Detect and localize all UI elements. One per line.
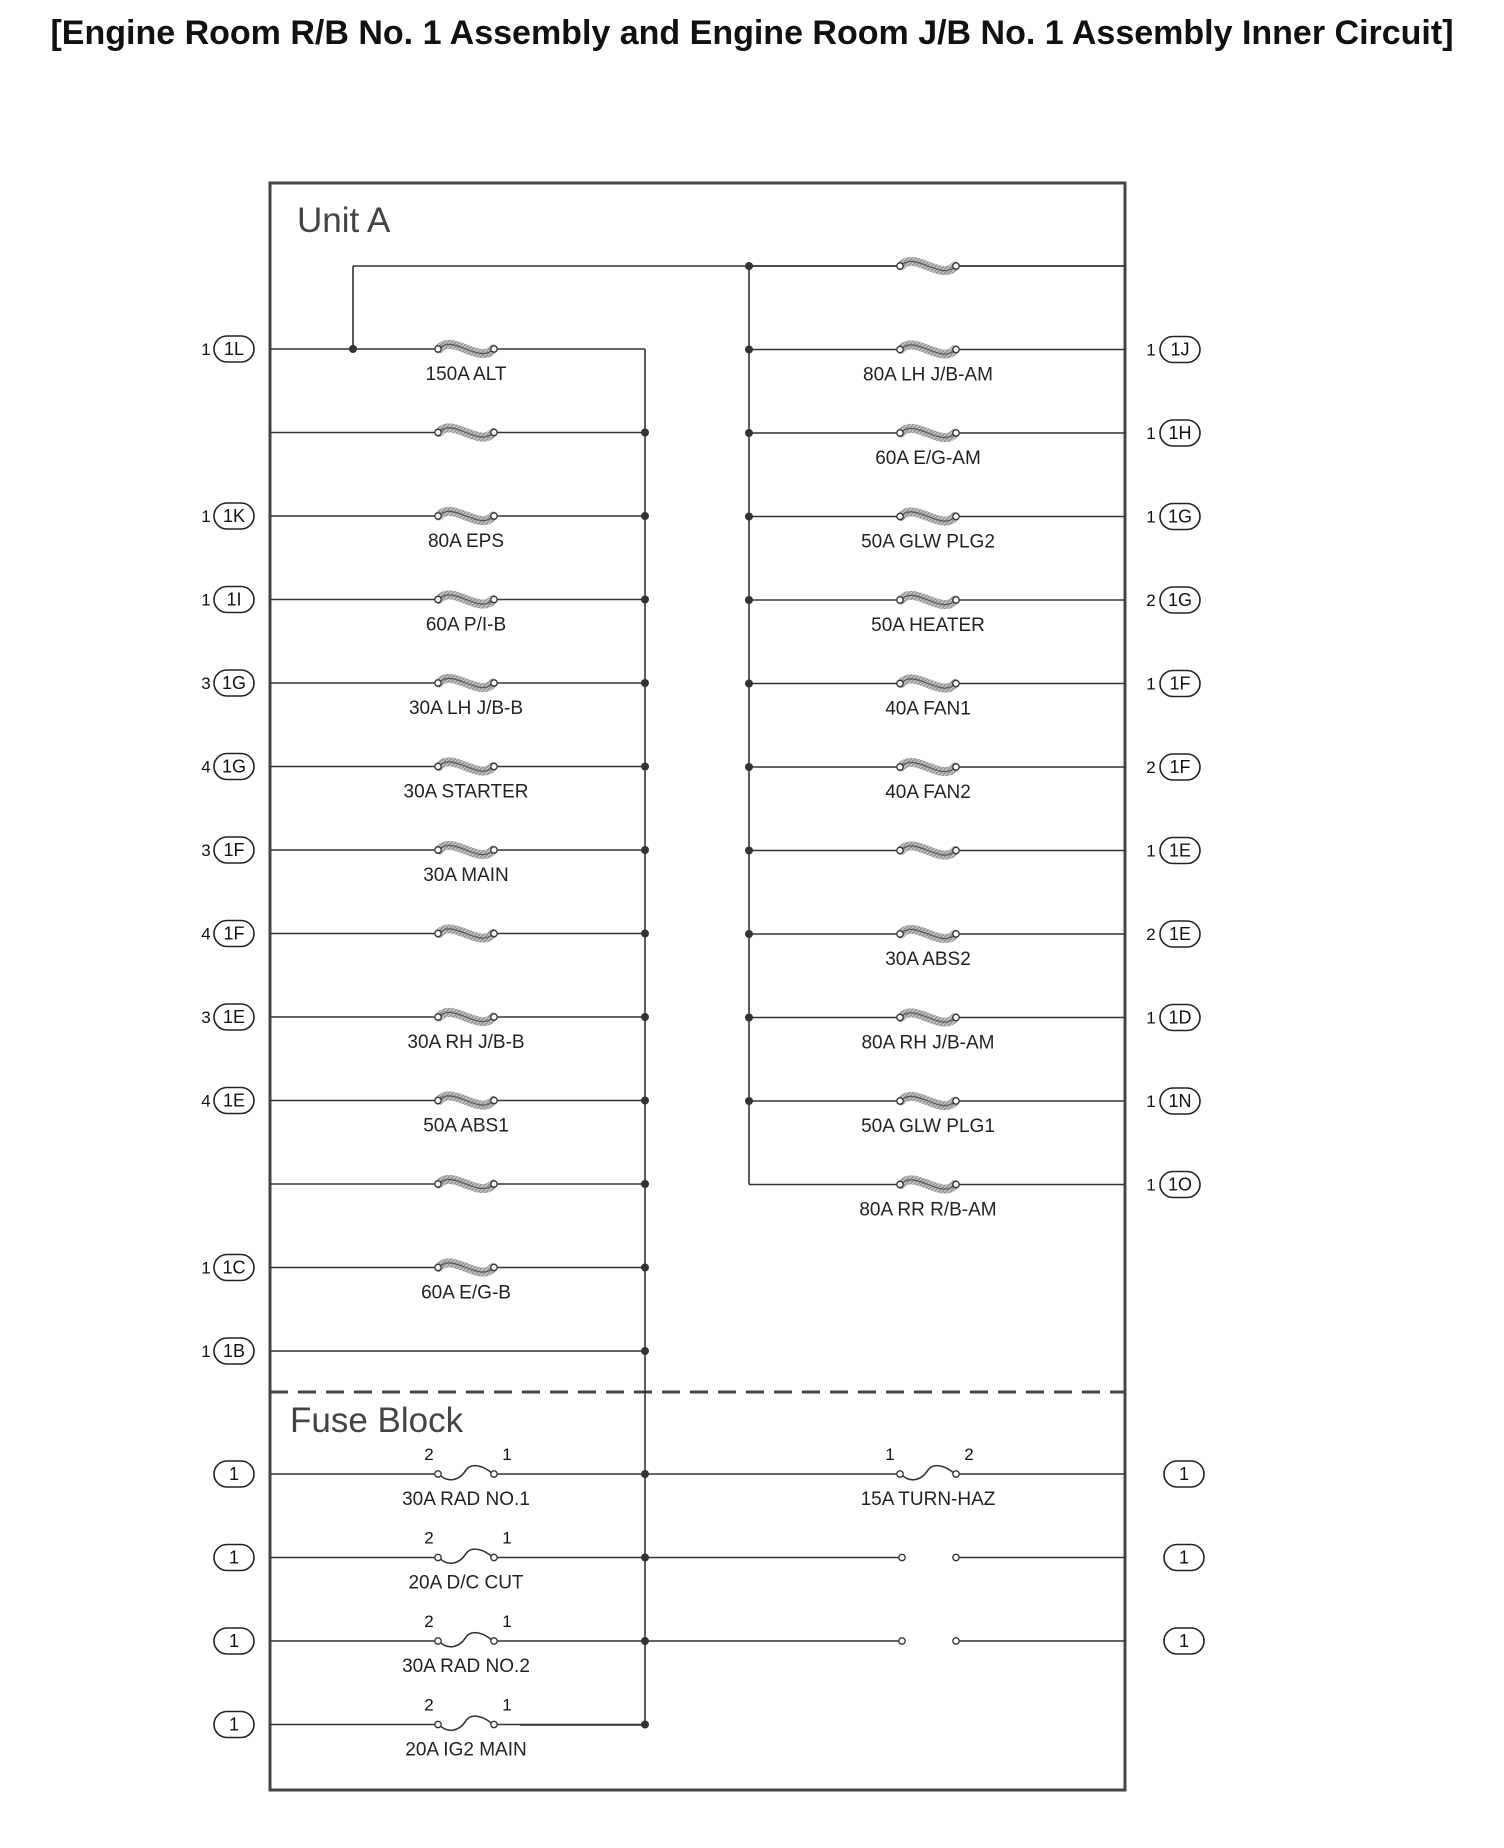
pin-number: 1 xyxy=(201,340,211,359)
fuse-terminal xyxy=(953,1471,959,1477)
junction-dot xyxy=(745,429,753,437)
junction-dot xyxy=(641,1264,649,1272)
junction-dot xyxy=(641,1347,649,1355)
junction-dot xyxy=(641,679,649,687)
connector-badge xyxy=(214,1088,254,1114)
fuse-label: 50A GLW PLG2 xyxy=(861,531,995,553)
connector-badge xyxy=(214,1338,254,1364)
junction-dot xyxy=(641,1470,649,1478)
connector-id: 1E xyxy=(222,1007,246,1027)
fusible-link-icon xyxy=(897,1179,959,1191)
unit-box xyxy=(270,183,1125,1790)
pin-number: 1 xyxy=(1146,340,1156,360)
fuse-pin: 2 xyxy=(424,1612,434,1631)
fusible-link-icon xyxy=(435,1011,497,1023)
fuse-label: 60A E/G-AM xyxy=(875,448,981,469)
fusible-link-icon xyxy=(435,427,497,439)
junction-dot xyxy=(641,1721,649,1729)
open-terminal xyxy=(899,1554,905,1560)
fuse-terminal xyxy=(491,346,497,352)
pin-number: 1 xyxy=(1146,507,1156,527)
fuse-terminal xyxy=(953,263,959,269)
fuse-terminal xyxy=(897,680,903,686)
fuse-terminal xyxy=(897,847,903,853)
fuse-terminal xyxy=(491,1471,497,1477)
fuse-label: 50A GLW PLG1 xyxy=(861,1116,995,1137)
fuse-terminal xyxy=(491,1014,497,1020)
junction-dot xyxy=(745,513,753,521)
pin-number: 1 xyxy=(201,1258,211,1278)
fuse-terminal xyxy=(491,1638,497,1644)
pin-number: 1 xyxy=(1146,1008,1156,1028)
fuse-terminal xyxy=(491,1721,497,1727)
fuse-terminal xyxy=(953,1098,959,1104)
fuse-terminal xyxy=(435,1554,441,1560)
junction-dot xyxy=(641,1180,649,1188)
fuse-terminal xyxy=(491,1181,497,1187)
fuse-label: 20A D/C CUT xyxy=(408,1572,524,1594)
pin-number: 1 xyxy=(201,590,211,610)
fuse-terminal xyxy=(953,597,959,603)
junction-dot xyxy=(641,1637,649,1645)
junction-dot xyxy=(641,1013,649,1021)
fuse-terminal xyxy=(897,1014,903,1020)
fusible-link-icon xyxy=(435,343,497,355)
junction-dot xyxy=(745,1097,753,1105)
fuse-terminal xyxy=(897,1471,903,1477)
junction-dot xyxy=(641,763,649,771)
connector-badge xyxy=(214,670,254,696)
fuse-pin: 1 xyxy=(502,1528,512,1548)
connector-id: 1F xyxy=(1169,757,1191,777)
fusible-link-icon xyxy=(897,511,959,523)
junction-dot xyxy=(349,345,357,353)
junction-dot xyxy=(641,596,649,604)
connector-badge xyxy=(214,587,254,613)
fuse-terminal xyxy=(491,513,497,519)
connector-badge xyxy=(1160,838,1200,864)
connector-badge xyxy=(214,1628,254,1654)
pin-number: 1 xyxy=(1146,1092,1156,1111)
connector-id: 1F xyxy=(1169,673,1191,694)
fuse-terminal xyxy=(435,596,441,602)
fusible-link-icon xyxy=(435,761,497,773)
connector-badge xyxy=(1160,921,1200,947)
fuse-label: 30A LH J/B-B xyxy=(408,698,524,719)
pin-number: 1 xyxy=(201,1342,211,1361)
fuse-label: 80A RR R/B-AM xyxy=(859,1199,997,1221)
fuse-terminal xyxy=(953,931,959,937)
pin-number: 4 xyxy=(201,1091,211,1111)
fuse-label: 80A LH J/B-AM xyxy=(863,364,993,386)
fuse-pin: 1 xyxy=(502,1695,512,1715)
fuse-terminal xyxy=(953,680,959,686)
fuse-label: 80A RH J/B-AM xyxy=(861,1032,995,1054)
junction-dot xyxy=(745,930,753,938)
fuse-terminal xyxy=(435,429,441,435)
connector-id: 1G xyxy=(1167,506,1193,527)
fuse-terminal xyxy=(491,1264,497,1270)
pin-number: 4 xyxy=(201,924,211,944)
connector-badge xyxy=(214,1004,254,1030)
fuse-terminal xyxy=(491,1097,497,1103)
fusible-link-icon xyxy=(897,678,959,690)
fuse-terminal xyxy=(435,763,441,769)
fuse-terminal xyxy=(897,1181,903,1187)
section-label-unit-a: Unit A xyxy=(297,201,391,240)
fuse-pin: 2 xyxy=(964,1445,974,1464)
fuse-label: 60A P/I-B xyxy=(425,614,507,636)
fuse-terminal xyxy=(897,1098,903,1104)
connector-badge xyxy=(1160,1172,1200,1198)
pin-number: 3 xyxy=(201,841,211,860)
junction-dot xyxy=(641,429,649,437)
junction-dot xyxy=(641,1097,649,1105)
connector-id: 1 xyxy=(1178,1464,1190,1484)
junction-dot xyxy=(641,846,649,854)
connector-id: 1 xyxy=(228,1631,240,1651)
fuse-terminal xyxy=(435,1181,441,1187)
fuse-terminal xyxy=(435,847,441,853)
fusible-link-icon xyxy=(897,928,959,940)
fusible-link-icon xyxy=(435,928,497,940)
fuse-terminal xyxy=(435,1721,441,1727)
connector-id: 1O xyxy=(1167,1174,1193,1195)
connector-id: 1J xyxy=(1170,339,1190,360)
open-terminal xyxy=(953,1554,959,1560)
fuse-terminal xyxy=(491,596,497,602)
fuse-pin: 1 xyxy=(502,1612,512,1631)
fuse-label: 30A RAD NO.2 xyxy=(402,1656,530,1677)
fuse-terminal xyxy=(491,930,497,936)
fuse-terminal xyxy=(953,513,959,519)
fuse-terminal xyxy=(953,1181,959,1187)
page-title: [Engine Room R/B No. 1 Assembly and Engine Room J/B No. 1 Assembly Inner Circuit] xyxy=(50,14,1454,52)
fuse-terminal xyxy=(435,680,441,686)
fuse-label: 30A RH J/B-B xyxy=(407,1032,525,1053)
fuse-label: 40A FAN1 xyxy=(885,698,971,720)
connector-badge xyxy=(1160,504,1200,530)
fuse-terminal xyxy=(897,597,903,603)
fuse-label: 30A ABS2 xyxy=(885,949,971,970)
connector-id: 1G xyxy=(1167,590,1193,610)
connector-badge xyxy=(214,1545,254,1571)
fusible-link-icon xyxy=(435,844,497,856)
connector-badge xyxy=(1160,1005,1200,1031)
connector-badge xyxy=(214,1461,254,1487)
fuse-terminal xyxy=(435,1638,441,1644)
connector-id: 1 xyxy=(228,1714,240,1735)
connector-badge xyxy=(1160,587,1200,613)
connector-id: 1E xyxy=(1168,840,1192,861)
junction-dot xyxy=(641,930,649,938)
fusible-link-icon xyxy=(435,510,497,522)
fusible-link-icon xyxy=(897,594,959,606)
connector-badge xyxy=(214,1712,254,1738)
connector-id: 1K xyxy=(222,506,246,526)
fuse-label: 80A EPS xyxy=(427,531,505,552)
connector-id: 1N xyxy=(1168,1091,1192,1111)
fuse-terminal xyxy=(897,931,903,937)
fuse-terminal xyxy=(435,1097,441,1103)
fuse-terminal xyxy=(897,346,903,352)
fuse-terminal xyxy=(435,1264,441,1270)
pin-number: 3 xyxy=(201,1008,211,1027)
junction-dot xyxy=(641,1554,649,1562)
connector-id: 1G xyxy=(221,756,247,777)
fuse-label: 30A STARTER xyxy=(403,781,529,803)
connector-id: 1H xyxy=(1168,423,1192,443)
connector-id: 1 xyxy=(228,1464,240,1484)
fuse-label: 60A E/G-B xyxy=(421,1282,511,1304)
fusible-link-icon xyxy=(897,761,959,773)
section-label-fuse-block: Fuse Block xyxy=(290,1401,464,1440)
junction-dot xyxy=(745,680,753,688)
fuse-terminal xyxy=(897,513,903,519)
connector-id: 1 xyxy=(1178,1547,1190,1568)
connector-badge xyxy=(214,837,254,863)
fusible-link-icon xyxy=(897,260,959,272)
connector-badge xyxy=(1160,671,1200,697)
fuse-pin: 1 xyxy=(502,1445,512,1464)
connector-badge xyxy=(1160,420,1200,446)
connector-badge xyxy=(214,1255,254,1281)
fuse-terminal xyxy=(491,847,497,853)
pin-number: 1 xyxy=(201,507,211,526)
fuse-terminal xyxy=(435,1014,441,1020)
fuse-terminal xyxy=(953,346,959,352)
fusible-link-icon xyxy=(897,344,959,356)
fuse-label: 40A FAN2 xyxy=(885,782,971,803)
connector-id: 1C xyxy=(222,1257,246,1278)
pin-number: 2 xyxy=(1146,925,1156,944)
fuse-pin: 2 xyxy=(424,1445,434,1464)
fusible-link-icon xyxy=(897,845,959,857)
connector-id: 1F xyxy=(223,840,245,860)
pin-number: 1 xyxy=(1146,841,1156,861)
fuse-terminal xyxy=(435,1471,441,1477)
fuse-pin: 2 xyxy=(424,1695,434,1715)
connector-id: 1G xyxy=(221,673,247,693)
connector-badge xyxy=(214,503,254,529)
connector-id: 1L xyxy=(223,339,245,359)
pin-number: 1 xyxy=(1146,674,1156,694)
fuse-terminal xyxy=(491,429,497,435)
connector-id: 1 xyxy=(1178,1631,1190,1651)
fuse-label: 15A TURN-HAZ xyxy=(860,1489,996,1510)
fuse-pin: 2 xyxy=(424,1528,434,1548)
fusible-link-icon xyxy=(435,1178,497,1190)
open-terminal xyxy=(899,1638,905,1644)
fusible-link-icon xyxy=(435,594,497,606)
junction-dot xyxy=(745,1014,753,1022)
connector-id: 1I xyxy=(226,589,242,610)
fuse-label: 20A IG2 MAIN xyxy=(405,1739,527,1761)
fuse-pin: 1 xyxy=(885,1445,895,1464)
open-terminal xyxy=(953,1638,959,1644)
fuse-label: 150A ALT xyxy=(425,364,507,385)
fuse-terminal xyxy=(491,680,497,686)
fuse-label: 50A HEATER xyxy=(871,615,985,636)
fusible-link-icon xyxy=(435,677,497,689)
connector-id: 1E xyxy=(222,1090,246,1111)
fuse-terminal xyxy=(897,764,903,770)
fuse-terminal xyxy=(491,763,497,769)
pin-number: 2 xyxy=(1146,591,1156,610)
fuse-terminal xyxy=(953,764,959,770)
fuse-label: 30A MAIN xyxy=(423,865,509,886)
pin-number: 4 xyxy=(201,757,211,777)
pin-number: 2 xyxy=(1146,758,1156,777)
junction-dot xyxy=(641,512,649,520)
connector-badge xyxy=(214,754,254,780)
fuse-terminal xyxy=(435,930,441,936)
fuse-terminal xyxy=(897,263,903,269)
connector-badge xyxy=(1164,1545,1204,1571)
connector-id: 1D xyxy=(1168,1007,1192,1028)
connector-id: 1E xyxy=(1168,924,1192,944)
connector-id: 1 xyxy=(228,1547,240,1568)
junction-dot xyxy=(745,346,753,354)
fuse-terminal xyxy=(435,513,441,519)
connector-badge xyxy=(1160,337,1200,363)
junction-dot xyxy=(745,596,753,604)
fuse-terminal xyxy=(897,430,903,436)
connector-badge xyxy=(1164,1461,1204,1487)
connector-badge xyxy=(214,921,254,947)
fuse-terminal xyxy=(953,1014,959,1020)
pin-number: 3 xyxy=(201,674,211,693)
junction-dot xyxy=(745,262,753,270)
fusible-link-icon xyxy=(897,427,959,439)
junction-dot xyxy=(745,847,753,855)
connector-id: 1F xyxy=(223,923,245,944)
fuse-label: 50A ABS1 xyxy=(423,1115,509,1137)
fusible-link-icon xyxy=(897,1095,959,1107)
junction-dot xyxy=(745,763,753,771)
fusible-link-icon xyxy=(435,1262,497,1274)
fuse-terminal xyxy=(953,847,959,853)
connector-badge xyxy=(1160,754,1200,780)
fuse-terminal xyxy=(491,1554,497,1560)
fuse-terminal xyxy=(953,430,959,436)
fusible-link-icon xyxy=(897,1012,959,1024)
fuse-label: 30A RAD NO.1 xyxy=(402,1489,530,1510)
connector-id: 1B xyxy=(222,1341,246,1361)
pin-number: 1 xyxy=(1146,1175,1156,1195)
connector-badge xyxy=(214,336,254,362)
connector-badge xyxy=(1160,1088,1200,1114)
pin-number: 1 xyxy=(1146,424,1156,443)
connector-badge xyxy=(1164,1628,1204,1654)
fuse-terminal xyxy=(435,346,441,352)
fusible-link-icon xyxy=(435,1095,497,1107)
